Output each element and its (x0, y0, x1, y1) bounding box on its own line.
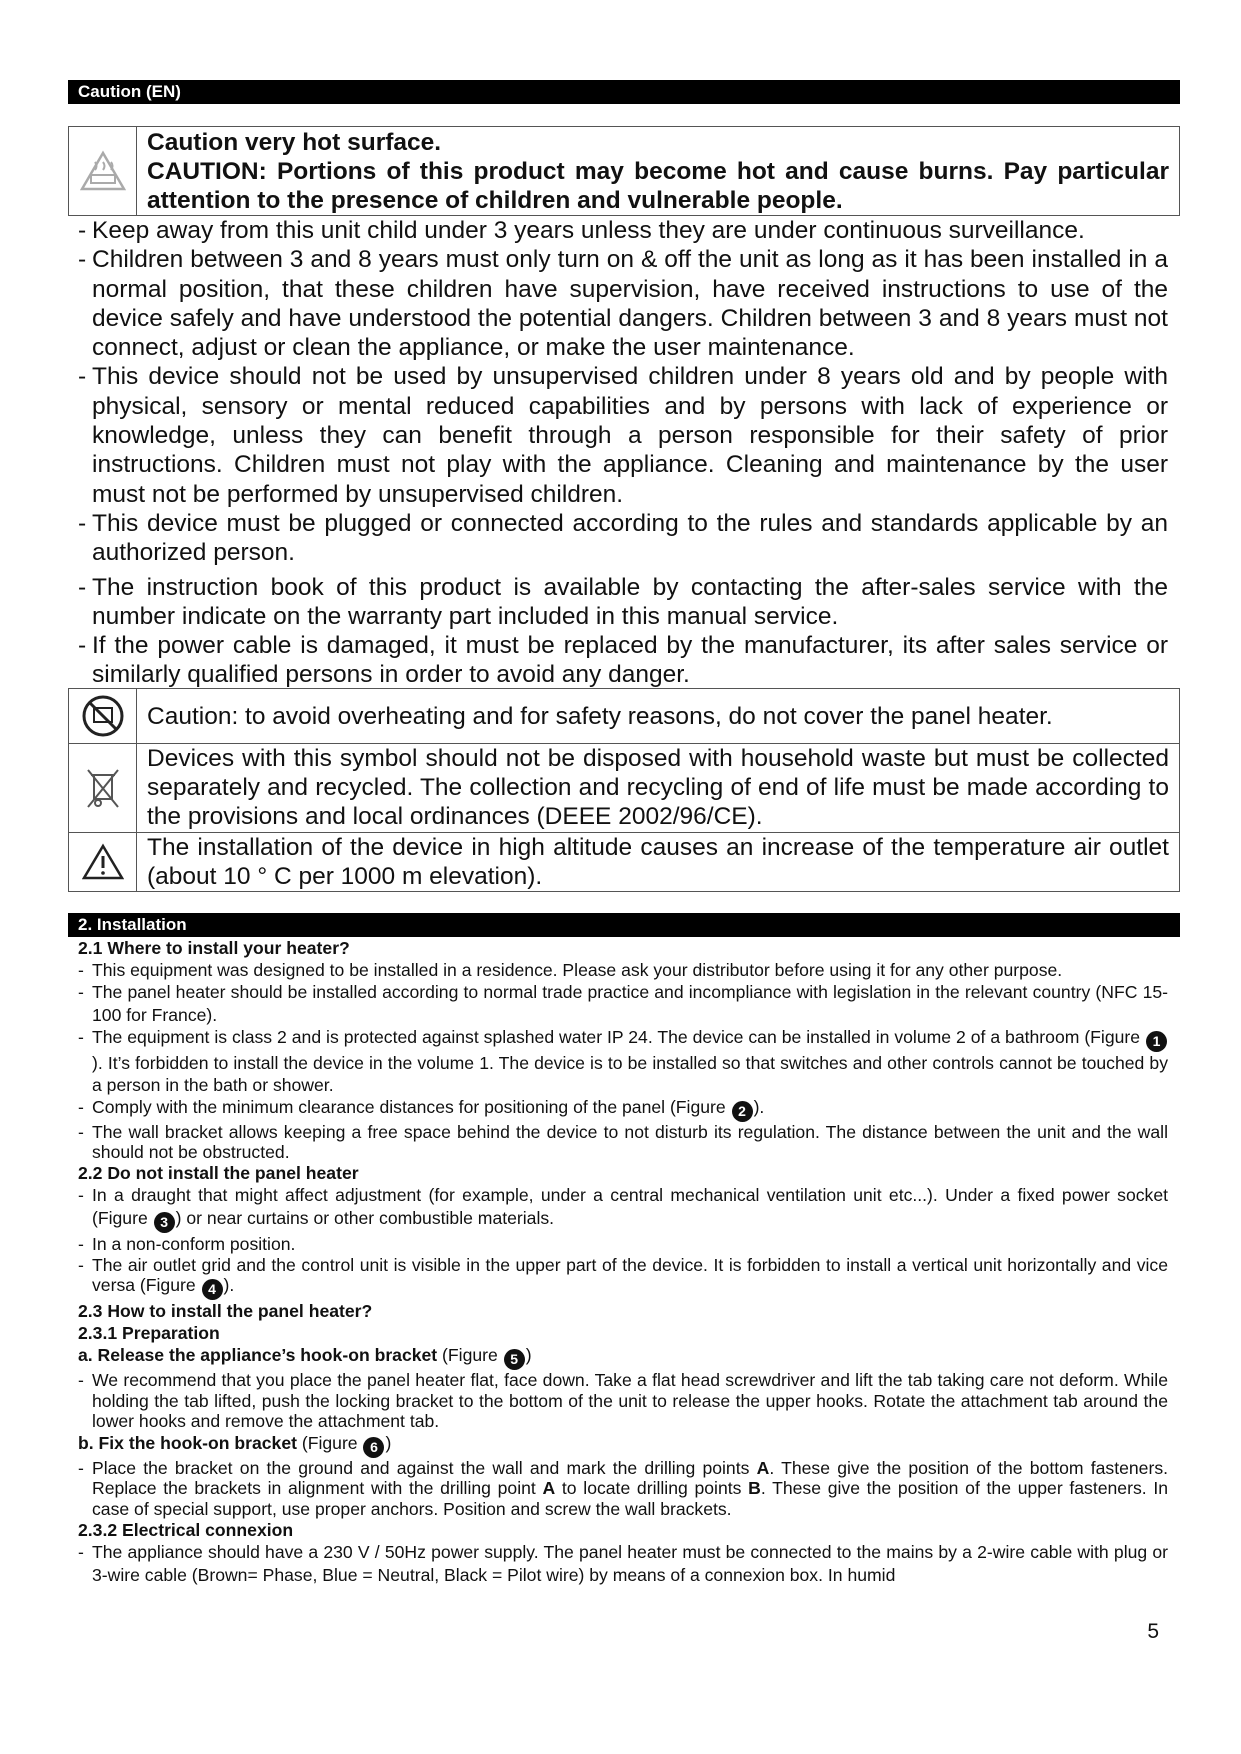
item-text: ). (223, 1274, 235, 1295)
step-a-title: a. Release the appliance’s hook-on bracket (78, 1345, 438, 1366)
point-label: A (756, 1457, 770, 1478)
item-text: ). (753, 1097, 765, 1118)
figure-badge: 2 (732, 1101, 753, 1122)
figure-label: ) (525, 1345, 532, 1366)
list-item: - In a non-conform position. (78, 1233, 1168, 1255)
list-item (78, 1096, 1168, 1122)
symbol-text: Caution: to avoid overheating and for safety reasons, do not cover the panel heater. (147, 702, 1053, 730)
list-item: - This device should not be used by unsupervised children under 8 years old and by people with physical, sensory or mental reduced capabilities and by persons with lack of experience or knowledge, unless they can benefit through a person responsible for their safety of prior instructions. Children must not play with the appliance. Cleaning and maintenance by the user must not be performed by unsupervised children. (78, 362, 1168, 508)
warning-triangle-icon (69, 833, 137, 891)
item-text: Comply with the minimum clearance distances for positioning of the panel (Figure (92, 1097, 731, 1118)
item-text: ). It’s forbidden to install the device in the volume 1. The device is to be installed so that switches and other controls cannot be touched by a person in the bath or shower. (92, 1052, 1168, 1096)
symbol-row (69, 744, 1179, 833)
installation-section-header (68, 913, 1180, 937)
item-text: In a draught that might affect adjustment (for example, under a central mechanical ventilation unit etc...). Under a fixed power socket (Figure (92, 1185, 1168, 1228)
item-text: Place the bracket on the ground and against the wall and mark the drilling points (92, 1457, 757, 1478)
installation-content (78, 937, 1168, 1586)
list-item (78, 1026, 1168, 1096)
caution-section-header (68, 80, 1180, 104)
section-2-3-1-title: 2.3.1 Preparation (78, 1323, 220, 1344)
hot-surface-caution-text: CAUTION: Portions of this product may become hot and cause burns. Pay particular attention to the presence of children and vulnerable people. (147, 158, 1169, 214)
list-item: - The panel heater should be installed according to normal trade practice and incompliance with legislation in the relevant country (NFC 15-100 for France). (78, 981, 1168, 1025)
figure-badge: 6 (363, 1437, 384, 1458)
section-2-3-title: 2.3 How to install the panel heater? (78, 1300, 373, 1321)
section-2-3-2-title: 2.3.2 Electrical connexion (78, 1520, 294, 1541)
crossed-bin-icon (69, 744, 137, 832)
hot-surface-icon (69, 127, 137, 215)
figure-label: ) (385, 1432, 392, 1453)
item-text: ) or near curtains or other combustible materials. (175, 1207, 555, 1228)
list-item: - The appliance should have a 230 V / 50Hz power supply. The panel heater must be connected to the mains by a 2-wire cable with plug or 3-wire cable (Brown= Phase, Blue = Neutral, Black = Pilot wire) by means of a connexion box. In humid (78, 1541, 1168, 1586)
caution-bullet-list (78, 216, 1168, 690)
caution-section-title: Caution (EN) (78, 82, 181, 101)
installation-section-title: 2. Installation (78, 915, 187, 934)
figure-label: (Figure (296, 1432, 363, 1453)
list-item (78, 1255, 1168, 1300)
figure-label: (Figure (437, 1345, 503, 1366)
point-label: B (748, 1478, 761, 1499)
point-label: A (542, 1478, 556, 1499)
figure-badge: 1 (1146, 1031, 1167, 1052)
list-item (78, 1458, 1168, 1520)
do-not-cover-icon (69, 689, 137, 743)
item-text: to locate drilling points (555, 1478, 749, 1499)
item-text: The equipment is class 2 and is protected against splashed water IP 24. The device can be installed in volume 2 of a bathroom (Figure (92, 1026, 1145, 1047)
symbol-row (69, 833, 1179, 891)
list-item: - This device must be plugged or connected according to the rules and standards applicable by an authorized person. (78, 509, 1168, 568)
section-2-1-title: 2.1 Where to install your heater? (78, 938, 350, 958)
figure-badge: 3 (154, 1212, 175, 1233)
list-item: - The instruction book of this product is available by contacting the after-sales service with the number indicate on the warranty part included in this manual service. (78, 573, 1168, 632)
symbols-table (68, 688, 1180, 892)
list-item: - Keep away from this unit child under 3 years unless they are under continuous surveillance. (78, 216, 1168, 245)
list-item: - We recommend that you place the panel heater flat, face down. Take a flat head screwdriver and lift the tab taking care not deform. While holding the tab lifted, push the locking bracket to the bottom of the unit to release the upper hooks. Rotate the attachment tab around the lower hooks and remove the attachment tab. (78, 1370, 1168, 1432)
symbol-row (69, 689, 1179, 744)
list-item (78, 1184, 1168, 1232)
item-text: . These give the position of the bottom fasteners. Replace the brackets in alignment with the drilling point (92, 1457, 1169, 1499)
hot-surface-warning-box (68, 126, 1180, 216)
list-item: - The wall bracket allows keeping a free space behind the device to not disturb its regulation. The distance between the unit and the wall should not be obstructed. (78, 1122, 1168, 1162)
hot-surface-title: Caution very hot surface. (147, 129, 442, 156)
figure-badge: 4 (202, 1279, 223, 1300)
list-item: - Children between 3 and 8 years must only turn on & off the unit as long as it has been installed in a normal position, that these children have supervision, have received instructions to use of the device safely and have understood the potential dangers. Children between 3 and 8 years must not connect, adjust or clean the appliance, or make the user maintenance. (78, 245, 1168, 362)
symbol-text: Devices with this symbol should not be disposed with household waste but must be collected separately and recycled. The collection and recycling of end of life must be made according to the provisions and local ordinances (DEEE 2002/96/CE). (147, 745, 1169, 830)
page-number: 5 (1147, 1620, 1159, 1643)
step-a-heading (78, 1344, 1168, 1370)
section-2-2-title: 2.2 Do not install the panel heater (78, 1163, 359, 1184)
item-text: . These give the position of the upper fasteners. In case of special support, use proper anchors. Position and screw the wall brackets. (92, 1478, 1169, 1519)
symbol-text: The installation of the device in high altitude causes an increase of the temperature air outlet (about 10 ° C per 1000 m elevation). (147, 834, 1169, 890)
item-text: The air outlet grid and the control unit is visible in the upper part of the device. It is forbidden to install a vertical unit horizontally and vice versa (Figure (92, 1254, 1168, 1295)
list-item: - This equipment was designed to be installed in a residence. Please ask your distributor before using it for any other purpose. (78, 959, 1168, 981)
step-b-title: b. Fix the hook-on bracket (78, 1432, 297, 1453)
step-b-heading (78, 1432, 1168, 1458)
figure-badge: 5 (504, 1349, 525, 1370)
list-item: - If the power cable is damaged, it must be replaced by the manufacturer, its after sales service or similarly qualified persons in order to avoid any danger. (78, 631, 1168, 690)
